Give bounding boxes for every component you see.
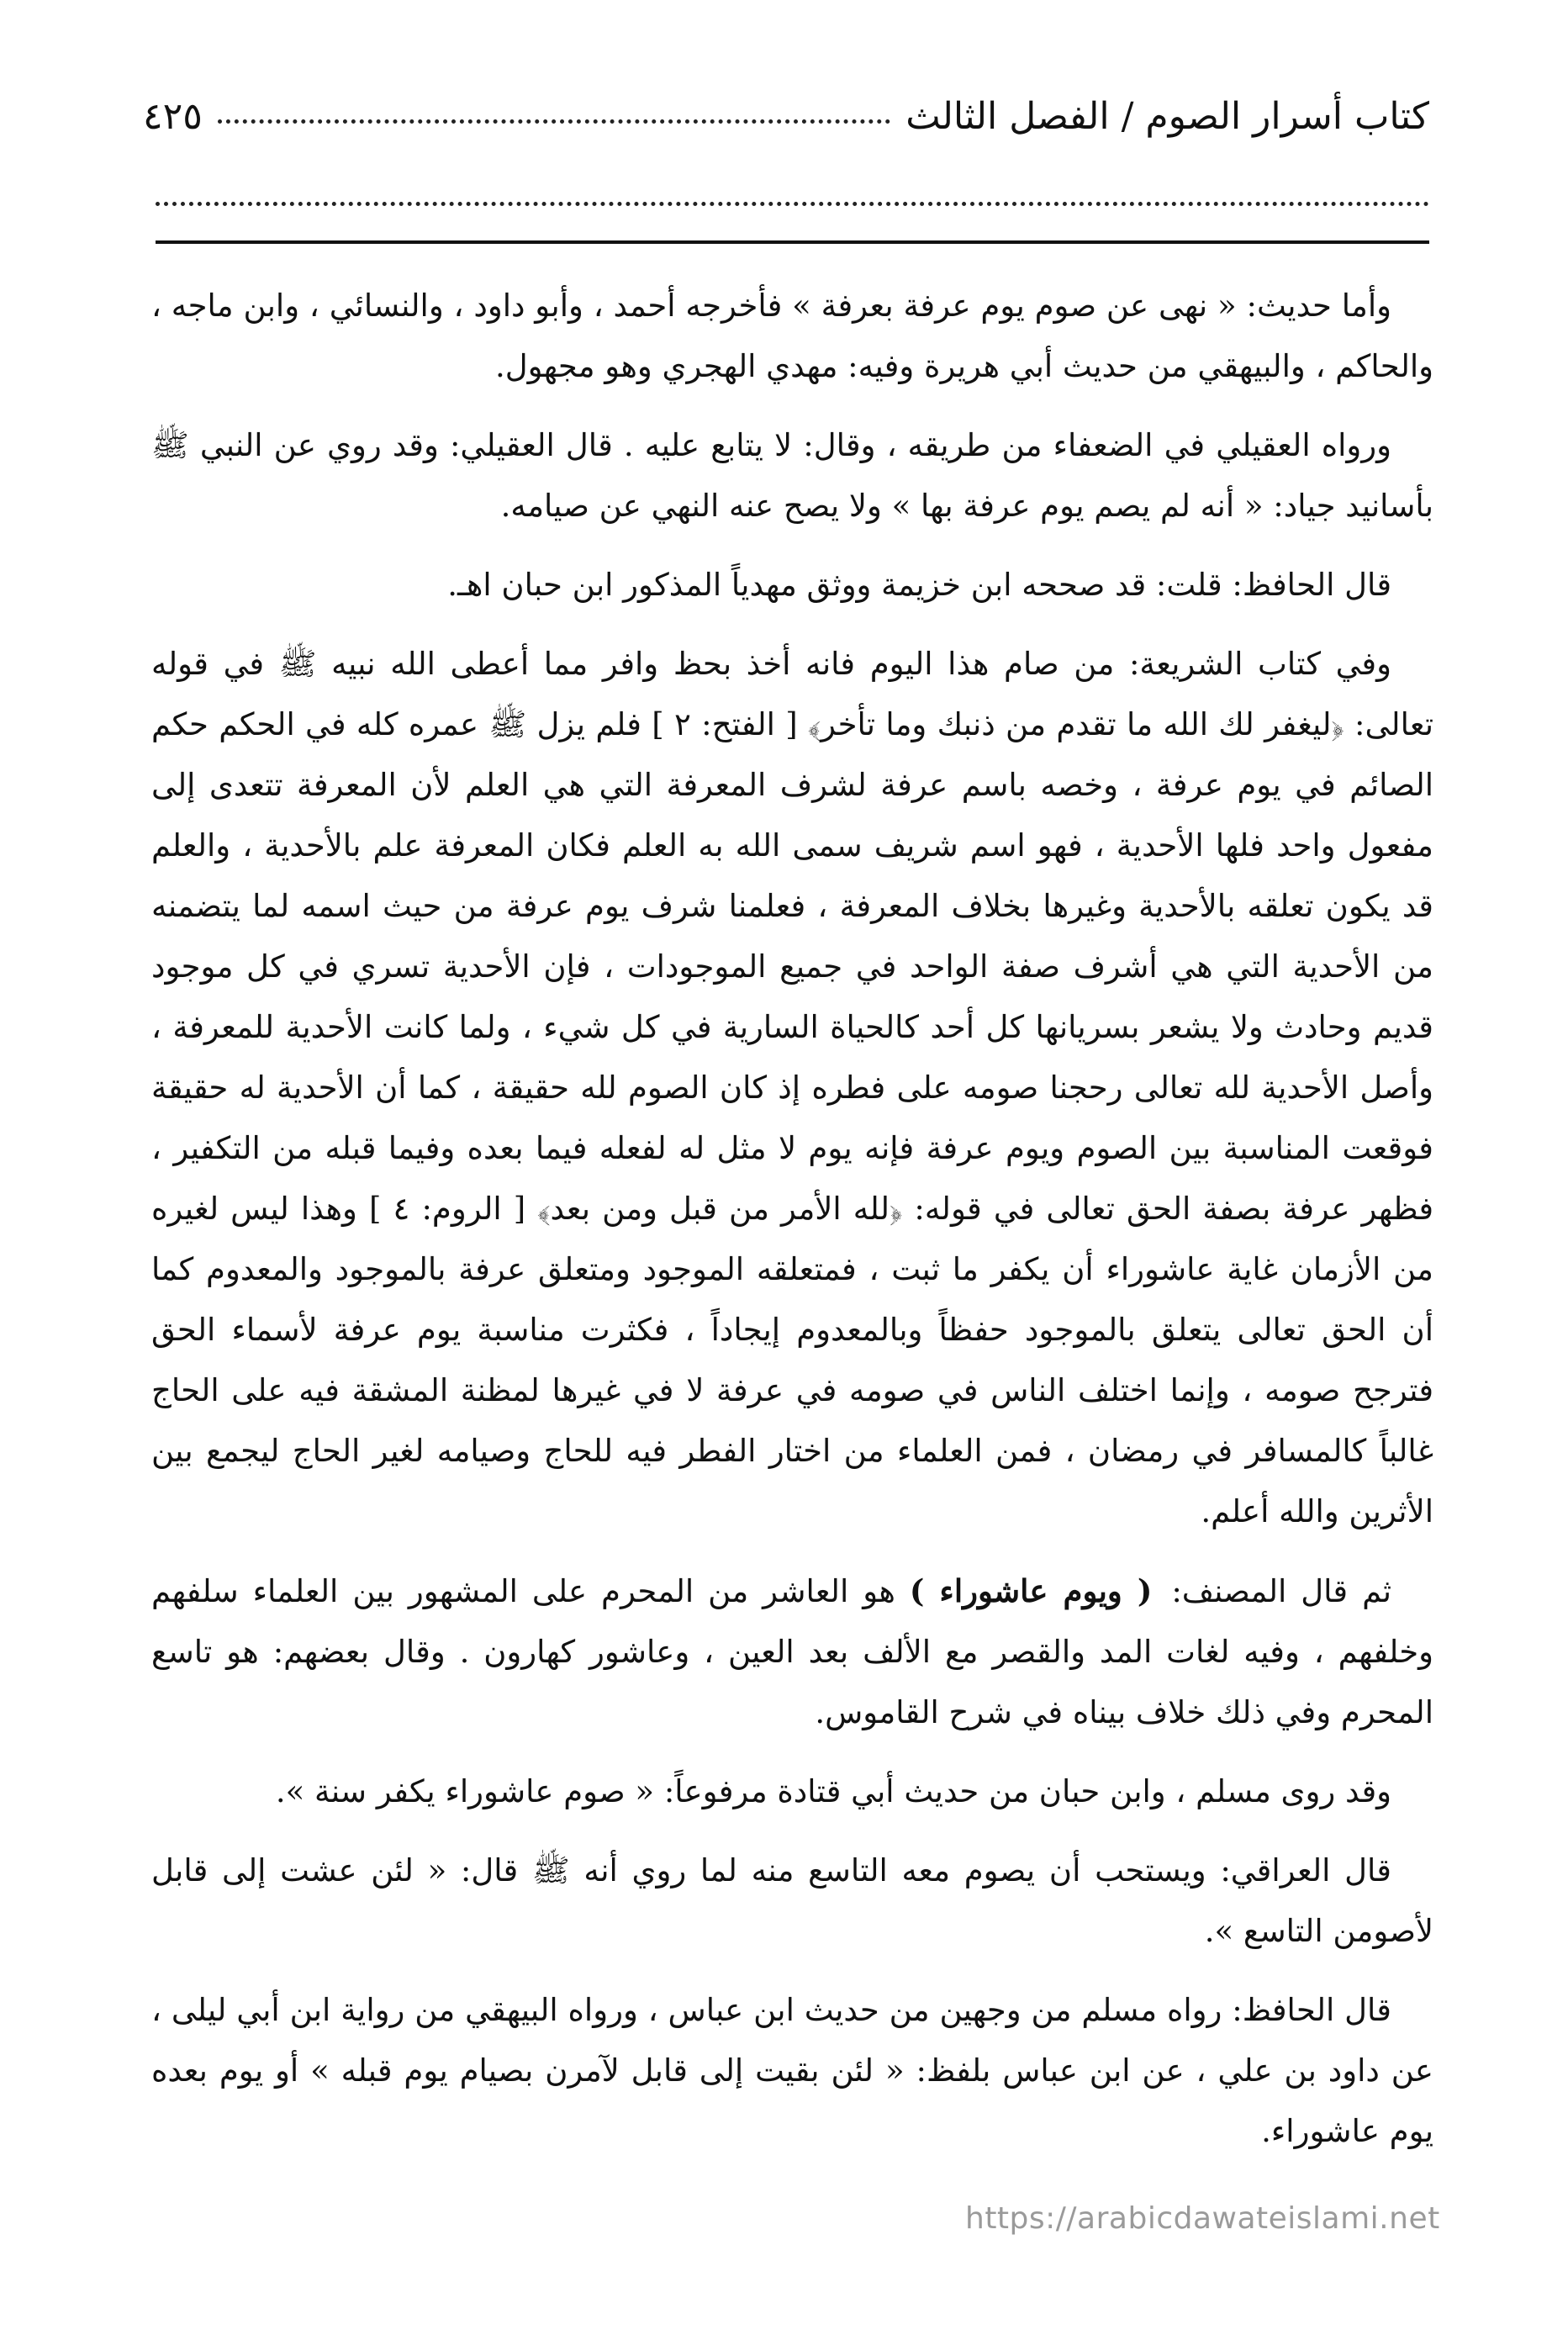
header-rule [156,240,1429,244]
paragraph-8: قال الحافظ: رواه مسلم من وجهين من حديث ابن عباس ، ورواه البيهقي من رواية ابن أبي ليلى ، عن داود بن علي ، عن ابن عباس بلفظ: « لئن بقيت إلى قابل لآمرن بصيام يوم قبله » أو يوم بعده يوم عاشوراء. [151,1992,1433,2149]
paragraph-5-lead: ثم قال المصنف: [1171,1573,1392,1609]
paragraph-3: قال الحافظ: قلت: قد صححه ابن خزيمة ووثق مهدياً المذكور ابن حبان اهـ. [447,567,1391,603]
watermark-url: https://arabicdawateislami.net [965,2201,1440,2236]
main-text [151,276,1433,2193]
paragraph-5 [151,1561,1433,1743]
paragraph-6: وقد روى مسلم ، وابن حبان من حديث أبي قتادة مرفوعاً: « صوم عاشوراء يكفر سنة ». [275,1773,1391,1809]
quoted-term: ( ويوم عاشوراء ) [909,1572,1153,1609]
chapter-title: كتاب أسرار الصوم / الفصل الثالث [905,95,1429,138]
paragraph-7: قال العراقي: ويستحب أن يصوم معه التاسع منه لما روي أنه ﷺ قال: « لئن عشت إلى قابل لأصومن التاسع ». [151,1852,1433,1949]
paragraph-4: وفي كتاب الشريعة: من صام هذا اليوم فانه أخذ بحظ وافر مما أعطى الله نبيه ﷺ في قوله تعالى: ﴿ليغفر لك الله ما تقدم من ذنبك وما تأخر﴾ [ الفتح: ٢ ] فلم يزل ﷺ عمره كله في الحكم حكم الصائم في يوم عرفة ، وخصه باسم عرفة لشرف المعرفة التي هي العلم لأن المعرفة تتعدى إلى مفعول واحد فلها الأحدية ، فهو اسم شريف سمى الله به العلم فكان المعرفة علم بالأحدية ، والعلم قد يكون تعلقه بالأحدية وغيرها بخلاف المعرفة ، فعلمنا شرف يوم عرفة من حيث اسمه لما يتضمنه من الأحدية التي هي أشرف صفة الواحد في جميع الموجودات ، فإن الأحدية تسري في كل موجود قديم وحادث ولا يشعر بسريانها كل أحد كالحياة السارية في كل شيء ، ولما كانت الأحدية للمعرفة ، وأصل الأحدية لله تعالى رحجنا صومه على فطره إذ كان الصوم لله حقيقة ، كما أن الأحدية له حقيقة فوقعت المناسبة بين الصوم ويوم عرفة فإنه يوم لا مثل له لفعله فيما بعده وفيما قبله من التكفير ، فظهر عرفة بصفة الحق تعالى في قوله: ﴿لله الأمر من قبل ومن بعد﴾ [ الروم: ٤ ] وهذا ليس لغيره من الأزمان غاية عاشوراء أن يكفر ما ثبت ، فمتعلقه الموجود ومتعلق عرفة بالموجود والمعدوم كما أن الحق تعالى يتعلق بالموجود حفظاً وبالمعدوم إيجاداً ، فكثرت مناسبة يوم عرفة لأسماء الحق فترجح صومه ، وإنما اختلف الناس في صومه في عرفة لا في غيرها لمظنة المشقة فيه على الحاج غالباً كالمسافر في رمضان ، فمن العلماء من اختار الفطر فيه للحاج وصيامه لغير الحاج ليجمع بين الأثرين والله أعلم. [151,646,1433,1529]
header-dot-leader [218,119,890,124]
page-number: ٤٢٥ [143,95,203,138]
paragraph-5-rest: هو العاشر من المحرم على المشهور بين العلماء سلفهم وخلفهم ، وفيه لغات المد والقصر مع الألف بعد العين ، وعاشور كهارون . وقال بعضهم: هو تاسع المحرم وفي ذلك خلاف بيناه في شرح القاموس. [151,1573,1433,1730]
dotted-separator [156,202,1429,206]
paragraph-1: وأما حديث: « نهى عن صوم يوم عرفة بعرفة » فأخرجه أحمد ، وأبو داود ، والنسائي ، وابن ماجه ، والحاكم ، والبيهقي من حديث أبي هريرة وفيه: مهدي الهجري وهو مجهول. [151,288,1433,384]
running-header [143,87,1429,146]
paragraph-2: ورواه العقيلي في الضعفاء من طريقه ، وقال: لا يتابع عليه . قال العقيلي: وقد روي عن النبي ﷺ بأسانيد جياد: « أنه لم يصم يوم عرفة بها » ولا يصح عنه النهي عن صيامه. [151,427,1433,524]
